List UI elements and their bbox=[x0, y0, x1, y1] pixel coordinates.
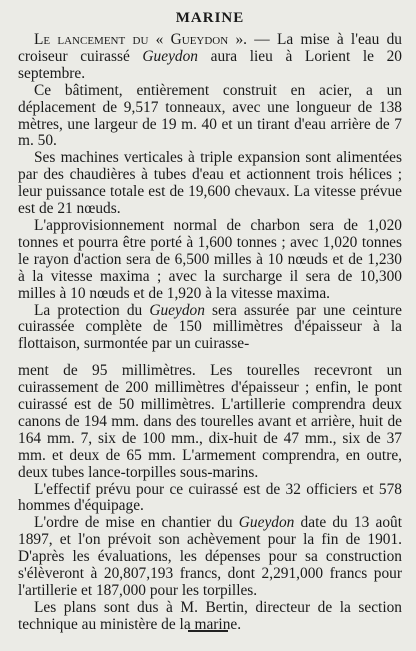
paragraph-protection bbox=[18, 303, 402, 354]
ship-name: Gueydon bbox=[149, 301, 205, 319]
schedule-text-2: date du 13 août 1897, et l'on prévoit son achèvement pour la fin de 1901. D'après les évaluations, les dépenses pour sa construction s'élèveront à 20,807,193 francs, dont 2,291,000 francs pour l'artillerie et 187,000 pour les torpilles. bbox=[18, 514, 402, 599]
ship-name: Gueydon bbox=[142, 47, 198, 65]
article-column bbox=[18, 32, 402, 634]
ship-name: Gueydon bbox=[238, 514, 295, 532]
paragraph-crew: L'effectif prévu pour ce cuirassé est de 32 officiers et 578 hommes d'équipage. bbox=[18, 480, 402, 515]
section-title: MARINE bbox=[175, 10, 245, 26]
article-heading: Le lancement du « Gueydon ». bbox=[34, 31, 248, 48]
paragraph-armament: ment de 95 millimètres. Les tourelles recevront un cuirassement de 200 millimètres d'épaisseur ; enfin, le pont cuirassé est de 50 millimètres. L'artillerie comprendra deux canons de 194 mm. dans des tourelles avant et arrière, huit de 164 mm. 7, six de 100 mm., dix-huit de 47 mm., six de 37 mm. et deux de 65 mm. L'armement comprendra, en outre, deux tubes lance-torpilles sous-marins. bbox=[18, 362, 402, 481]
paragraph-coal: L'approvisionnement normal de charbon sera de 1,020 tonnes et pourra être porté à 1,600 tonnes ; avec 1,020 tonnes le rayon d'action sera de 6,500 milles à 10 nœuds et de 1,230 à la vitesse maxima ; avec la surcharge il sera de 10,300 milles à 10 nœuds et de 1,920 à la vitesse maxima. bbox=[18, 216, 402, 302]
lead-text-2: aura lieu à Lorient le 20 septembre. bbox=[18, 47, 402, 82]
article-lead-paragraph bbox=[18, 32, 402, 83]
paragraph-hull: Ce bâtiment, entièrement construit en acier, a un déplacement de 9,517 tonneaux, avec une longueur de 138 mètres, une largeur de 19 m. 40 et un tirant d'eau arrière de 7 m. 50. bbox=[18, 81, 402, 150]
paragraph-plans: Les plans sont dus à M. Bertin, directeur de la section technique au ministère de la marine. bbox=[18, 598, 402, 633]
paragraph-schedule bbox=[18, 515, 402, 600]
schedule-text-1: L'ordre de mise en chantier du bbox=[34, 514, 239, 532]
lead-text-1: — La mise à l'eau du croiseur cuirassé bbox=[18, 31, 402, 65]
paragraph-machines: Ses machines verticales à triple expansion sont alimentées par des chaudières à tubes d'eau et actionnent trois hélices ; leur puissance totale est de 19,600 chevaux. La vitesse prévue est de 21 nœuds. bbox=[18, 149, 402, 218]
protection-text-2: sera assurée par une ceinture cuirassée complète de 150 millimètres d'épaisseur à la flottaison, surmontée par un cuirasse- bbox=[18, 301, 402, 353]
protection-text-1: La protection du bbox=[34, 301, 150, 319]
end-rule bbox=[188, 630, 228, 632]
